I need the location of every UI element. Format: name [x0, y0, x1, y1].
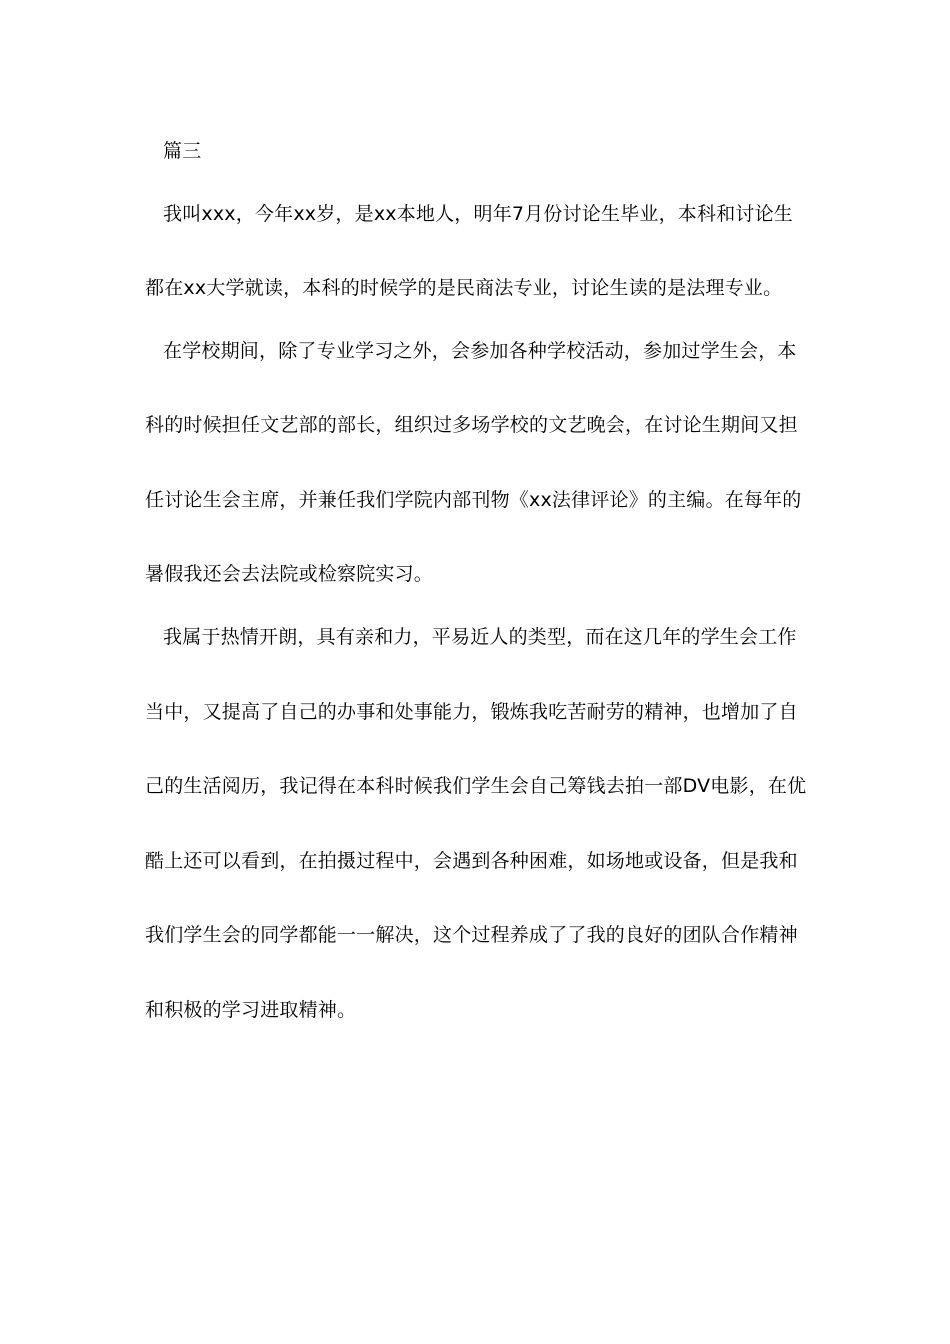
paragraph-3-line-6: 和积极的学习进取精神。: [145, 999, 357, 1021]
paragraph-2-line-4: 暑假我还会去法院或检察院实习。: [145, 563, 434, 585]
section-heading: 篇三: [163, 140, 202, 162]
paragraph-2-line-1: 在学校期间，除了专业学习之外，会参加各种学校活动，参加过学生会，本: [163, 340, 797, 362]
paragraph-3-line-4: 酷上还可以看到，在拍摄过程中，会遇到各种困难，如场地或设备，但是我和: [145, 850, 798, 872]
paragraph-3-line-1: 我属于热情开朗，具有亲和力，平易近人的类型，而在这几年的学生会工作: [163, 626, 797, 648]
paragraph-3-line-2: 当中，又提高了自己的办事和处事能力，锻炼我吃苦耐劳的精神，也增加了自: [145, 701, 798, 723]
paragraph-3-line-5: 我们学生会的同学都能一一解决，这个过程养成了了我的良好的团队合作精神: [145, 924, 798, 946]
paragraph-2-line-3: 任讨论生会主席，并兼任我们学院内部刊物《xx法律评论》的主编。在每年的: [145, 489, 802, 511]
paragraph-2-line-2: 科的时候担任文艺部的部长，组织过多场学校的文艺晚会，在讨论生期间又担: [145, 414, 798, 436]
paragraph-1-line-1: 我叫xxx，今年xx岁，是xx本地人，明年7月份讨论生毕业，本科和讨论生: [163, 203, 793, 225]
paragraph-1-line-2: 都在xx大学就读，本科的时候学的是民商法专业，讨论生读的是法理专业。: [145, 277, 783, 299]
paragraph-3-line-3: 己的生活阅历，我记得在本科时候我们学生会自己筹钱去拍一部DV电影，在优: [145, 775, 807, 797]
